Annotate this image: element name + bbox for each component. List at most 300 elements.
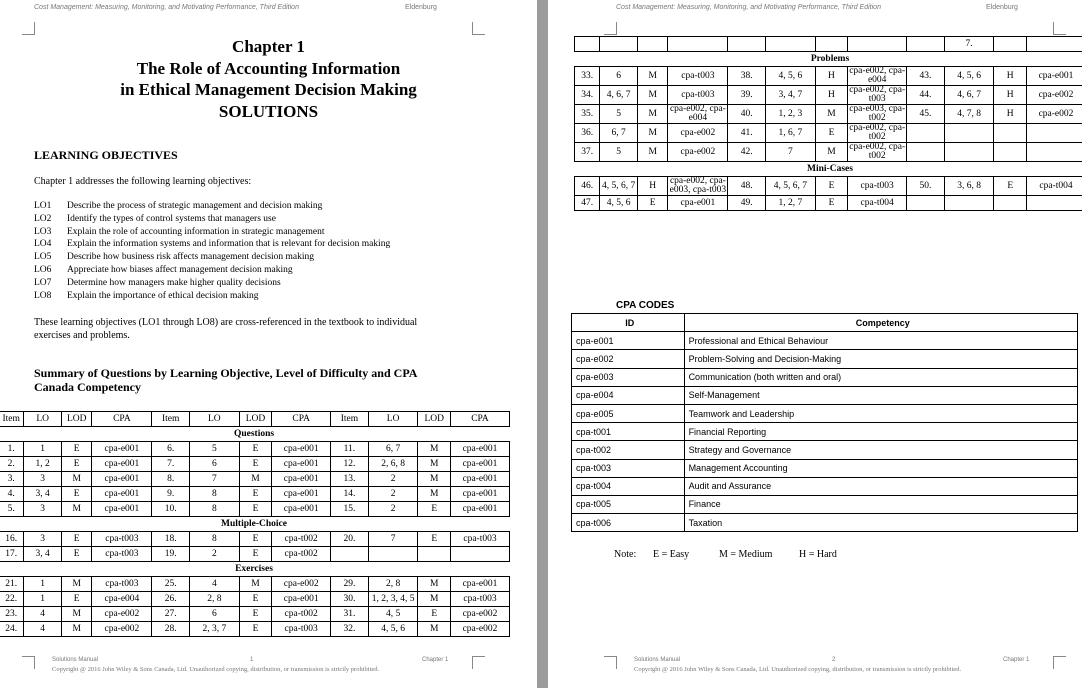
table-cell: E xyxy=(61,547,91,562)
learning-objective-text: Appreciate how biases affect management decision making xyxy=(67,264,293,275)
table-cell: 4, 6, 7 xyxy=(600,86,638,105)
column-header: ID xyxy=(572,314,685,332)
table-row xyxy=(572,514,1078,532)
table-cell xyxy=(668,37,728,52)
footer-solutions-manual: Solutions Manual xyxy=(634,657,681,663)
table-cell: cpa-e001 xyxy=(572,332,685,350)
table-cell: cpa-e001 xyxy=(272,502,331,517)
table-cell: 3, 4, 7 xyxy=(765,86,815,105)
table-cell: 6 xyxy=(600,67,638,86)
section-row xyxy=(0,427,510,442)
table-cell: cpa-t002 xyxy=(272,547,331,562)
section-row xyxy=(0,562,510,577)
table-cell: 2 xyxy=(368,487,418,502)
table-cell: 16. xyxy=(0,532,24,547)
table-cell: M xyxy=(61,607,91,622)
table-cell xyxy=(907,124,945,143)
table-cell: E xyxy=(994,177,1027,196)
crop-mark xyxy=(604,656,617,669)
learning-objective-text: Explain the importance of ethical decision making xyxy=(67,290,259,301)
table-cell: 1, 2, 7 xyxy=(765,196,815,211)
table-cell: Teamwork and Leadership xyxy=(684,404,1077,422)
table-cell: 1, 2 xyxy=(24,457,62,472)
document-page-1 xyxy=(0,0,537,688)
table-cell: cpa-t003 xyxy=(92,532,152,547)
table-cell: Audit and Assurance xyxy=(684,477,1077,495)
table-cell: E xyxy=(61,457,91,472)
table-cell xyxy=(944,143,994,162)
table-cell: 40. xyxy=(728,105,766,124)
table-row xyxy=(0,577,510,592)
learning-objective-item xyxy=(34,238,390,251)
table-row xyxy=(0,592,510,607)
table-cell: 4, 5, 6 xyxy=(600,196,638,211)
table-cell: cpa-e002, cpa-t003 xyxy=(849,85,906,104)
table-cell: 2, 3, 7 xyxy=(189,622,239,637)
table-row xyxy=(0,607,510,622)
table-cell xyxy=(1026,124,1082,143)
table-cell: 6, 7 xyxy=(600,124,638,143)
note-label: Note: xyxy=(614,549,637,560)
table-cell: 4, 5, 6, 7 xyxy=(600,177,638,196)
table-cell: M xyxy=(239,577,272,592)
table-cell xyxy=(1026,196,1082,211)
table-cell: 1 xyxy=(24,592,62,607)
learning-objectives-intro: Chapter 1 addresses the following learning objectives: xyxy=(34,176,252,187)
table-cell: 5 xyxy=(600,143,638,162)
table-cell: 35. xyxy=(575,105,600,124)
table-cell: 24. xyxy=(0,622,24,637)
table-cell: E xyxy=(239,502,272,517)
table-cell: cpa-e001 xyxy=(450,442,509,457)
summary-heading-line1: Summary of Questions by Learning Objective, Level of Difficulty and CPA xyxy=(34,366,418,380)
table-cell: cpa-e001 xyxy=(1026,67,1082,86)
crop-mark xyxy=(472,656,485,669)
note-hard: H = Hard xyxy=(799,549,837,560)
table-cell: cpa-e003 xyxy=(572,368,685,386)
table-cell: 4, 5, 6 xyxy=(368,622,418,637)
table-cell: Problem-Solving and Decision-Making xyxy=(684,350,1077,368)
table-cell: 7 xyxy=(368,532,418,547)
crop-mark xyxy=(22,22,35,35)
table-cell: E xyxy=(239,487,272,502)
table-cell: cpa-t005 xyxy=(572,495,685,513)
note-medium: M = Medium xyxy=(719,549,773,560)
table-cell: 27. xyxy=(152,607,190,622)
table-cell: 4, 5, 6 xyxy=(765,67,815,86)
learning-objectives-list xyxy=(34,200,390,302)
learning-objectives-heading: LEARNING OBJECTIVES xyxy=(34,148,178,162)
table-cell: cpa-e002, cpa-e004 xyxy=(849,66,906,85)
learning-objective-item xyxy=(34,226,390,239)
table-row xyxy=(572,386,1078,404)
table-cell: 4. xyxy=(0,487,24,502)
crossref-text-line1: These learning objectives (LO1 through LO8) are cross-referenced in the textbook to individual xyxy=(34,317,418,328)
table-cell xyxy=(944,196,994,211)
table-cell: E xyxy=(61,442,91,457)
table-cell: E xyxy=(239,622,272,637)
table-cell: 7. xyxy=(944,37,994,52)
table-cell: Self-Management xyxy=(684,386,1077,404)
table-cell: 14. xyxy=(331,487,369,502)
table-cell: cpa-e002 xyxy=(668,143,728,162)
table-cell: cpa-e002 xyxy=(1026,105,1082,124)
table-header-row xyxy=(572,314,1078,332)
table-row xyxy=(572,404,1078,422)
footer-chapter: Chapter 1 xyxy=(1003,657,1030,663)
table-cell: cpa-e001 xyxy=(92,502,152,517)
table-cell xyxy=(1026,37,1082,52)
table-cell: cpa-t004 xyxy=(1026,177,1082,196)
table-row xyxy=(575,196,1082,211)
table-cell: cpa-e001 xyxy=(272,442,331,457)
learning-objective-code: LO2 xyxy=(34,213,52,224)
table-cell: M xyxy=(637,86,667,105)
table-cell: cpa-t003 xyxy=(92,547,152,562)
table-cell: E xyxy=(61,487,91,502)
table-cell: M xyxy=(61,622,91,637)
table-cell: 4, 5 xyxy=(368,607,418,622)
column-header: Item xyxy=(331,412,369,427)
table-cell: 8. xyxy=(152,472,190,487)
section-row xyxy=(575,162,1082,177)
table-cell: E xyxy=(61,532,91,547)
table-cell: 21. xyxy=(0,577,24,592)
table-cell: cpa-t002 xyxy=(572,441,685,459)
table-cell: cpa-e001 xyxy=(92,472,152,487)
table-cell: 43. xyxy=(907,67,945,86)
table-cell: 46. xyxy=(575,177,600,196)
table-cell xyxy=(575,37,600,52)
table-cell: 42. xyxy=(728,143,766,162)
footer-solutions-manual: Solutions Manual xyxy=(52,657,99,663)
table-cell: E xyxy=(815,196,848,211)
table-cell: M xyxy=(637,124,667,143)
section-row xyxy=(0,517,510,532)
table-cell: cpa-e002 xyxy=(92,607,152,622)
learning-objective-code: LO7 xyxy=(34,277,52,288)
table-row xyxy=(575,86,1082,105)
crop-mark xyxy=(22,656,35,669)
table-cell: 3 xyxy=(24,502,62,517)
table-row xyxy=(572,477,1078,495)
table-cell: 2 xyxy=(368,502,418,517)
table-cell: cpa-e002 xyxy=(272,577,331,592)
table-cell xyxy=(907,37,945,52)
section-row xyxy=(575,52,1082,67)
table-cell: cpa-e001 xyxy=(450,457,509,472)
page-gap xyxy=(537,0,548,688)
chapter-title-solutions: SOLUTIONS xyxy=(218,102,319,121)
table-cell: M xyxy=(637,143,667,162)
table-cell: 9. xyxy=(152,487,190,502)
table-cell: cpa-e002 xyxy=(450,622,509,637)
table-cell: 5 xyxy=(600,105,638,124)
table-cell: cpa-e004 xyxy=(572,386,685,404)
table-cell: cpa-e001 xyxy=(450,577,509,592)
table-row xyxy=(572,459,1078,477)
table-cell xyxy=(944,124,994,143)
table-cell: E xyxy=(61,592,91,607)
table-cell: 26. xyxy=(152,592,190,607)
table-cell: 25. xyxy=(152,577,190,592)
table-cell: 13. xyxy=(331,472,369,487)
table-row xyxy=(572,495,1078,513)
table-cell: 41. xyxy=(728,124,766,143)
table-cell xyxy=(1026,143,1082,162)
running-header-title: Cost Management: Measuring, Monitoring, and Motivating Performance, Third Edition xyxy=(616,4,881,11)
table-cell: 6 xyxy=(189,457,239,472)
footer-copyright: Copyright @ 2016 John Wiley & Sons Canada, Ltd. Unauthorized copying, distribution, or transmission is strictly prohibited. xyxy=(634,666,962,673)
table-cell: M xyxy=(61,472,91,487)
table-cell: 2, 8 xyxy=(189,592,239,607)
crop-mark xyxy=(472,22,485,35)
table-cell: cpa-e002, cpa-t002 xyxy=(849,142,906,161)
table-cell xyxy=(994,143,1027,162)
table-cell: cpa-t002 xyxy=(272,532,331,547)
table-cell: 1, 2, 3, 4, 5 xyxy=(368,592,418,607)
document-page-2 xyxy=(548,0,1082,688)
table-cell: 1. xyxy=(0,442,24,457)
table-cell: H xyxy=(994,105,1027,124)
table-cell: 23. xyxy=(0,607,24,622)
table-cell: 3 xyxy=(24,532,62,547)
cpa-codes-title: CPA CODES xyxy=(616,300,675,311)
table-cell: 1 xyxy=(24,577,62,592)
table-cell: 18. xyxy=(152,532,190,547)
table-cell: 15. xyxy=(331,502,369,517)
footer-page-number: 1 xyxy=(250,657,254,663)
column-header: LOD xyxy=(61,412,91,427)
table-cell xyxy=(765,37,815,52)
table-cell: cpa-t003 xyxy=(572,459,685,477)
table-cell: M xyxy=(61,502,91,517)
table-cell: 49. xyxy=(728,196,766,211)
footer-copyright: Copyright @ 2016 John Wiley & Sons Canada, Ltd. Unauthorized copying, distribution, or transmission is strictly prohibited. xyxy=(52,666,380,673)
table-row xyxy=(572,332,1078,350)
table-cell: 1, 2, 3 xyxy=(765,105,815,124)
table-cell: 22. xyxy=(0,592,24,607)
table-cell: E xyxy=(239,532,272,547)
column-header: LO xyxy=(24,412,62,427)
table-cell: 29. xyxy=(331,577,369,592)
table-cell: M xyxy=(815,105,848,124)
table-cell xyxy=(450,547,509,562)
table-cell: 1, 6, 7 xyxy=(765,124,815,143)
chapter-title-line2: in Ethical Management Decision Making xyxy=(120,80,417,99)
table-row xyxy=(0,487,510,502)
table-cell: M xyxy=(815,143,848,162)
table-cell: E xyxy=(815,124,848,143)
table-cell: 1 xyxy=(24,442,62,457)
learning-objective-text: Identify the types of control systems that managers use xyxy=(67,213,276,224)
table-cell: 28. xyxy=(152,622,190,637)
table-cell: 38. xyxy=(728,67,766,86)
column-header: Item xyxy=(0,412,24,427)
column-header: CPA xyxy=(92,412,152,427)
table-cell: 3, 4 xyxy=(24,487,62,502)
table-cell: 2, 8 xyxy=(368,577,418,592)
table-cell: 11. xyxy=(331,442,369,457)
table-cell: cpa-t003 xyxy=(668,86,728,105)
table-cell: cpa-e002 xyxy=(1026,86,1082,105)
learning-objective-item xyxy=(34,264,390,277)
crop-mark xyxy=(1053,22,1066,35)
section-heading: Problems xyxy=(575,52,1082,67)
table-cell: M xyxy=(418,592,451,607)
summary-table-page2 xyxy=(574,36,1082,211)
table-cell xyxy=(637,37,667,52)
table-row xyxy=(575,177,1082,196)
table-cell: cpa-e005 xyxy=(572,404,685,422)
table-cell: 33. xyxy=(575,67,600,86)
table-cell: cpa-t004 xyxy=(848,196,907,211)
section-heading: Exercises xyxy=(0,562,510,577)
table-cell: cpa-t003 xyxy=(450,532,509,547)
table-cell: Communication (both written and oral) xyxy=(684,368,1077,386)
table-cell xyxy=(418,547,451,562)
table-cell: 7 xyxy=(189,472,239,487)
table-cell: cpa-e004 xyxy=(92,592,152,607)
column-header: LOD xyxy=(418,412,451,427)
table-cell: E xyxy=(418,502,451,517)
table-cell: Management Accounting xyxy=(684,459,1077,477)
summary-table-page1 xyxy=(0,411,510,637)
table-cell: Professional and Ethical Behaviour xyxy=(684,332,1077,350)
running-header-author: Eldenburg xyxy=(986,4,1018,11)
table-cell: M xyxy=(418,472,451,487)
table-cell: cpa-t003 xyxy=(272,622,331,637)
table-row xyxy=(0,547,510,562)
table-cell: 19. xyxy=(152,547,190,562)
table-cell: 4, 6, 7 xyxy=(944,86,994,105)
running-header-author: Eldenburg xyxy=(405,4,437,11)
learning-objective-item xyxy=(34,213,390,226)
learning-objective-text: Explain the role of accounting information in strategic management xyxy=(67,226,325,237)
table-row xyxy=(0,502,510,517)
table-cell: cpa-e003, cpa-t002 xyxy=(849,104,906,123)
table-cell: M xyxy=(637,67,667,86)
table-cell: H xyxy=(815,67,848,86)
table-cell: cpa-e002, cpa-e004 xyxy=(668,105,728,124)
section-heading: Multiple-Choice xyxy=(0,517,510,532)
table-cell: 10. xyxy=(152,502,190,517)
table-cell: 4, 5, 6, 7 xyxy=(765,177,815,196)
table-cell: 47. xyxy=(575,196,600,211)
table-cell: 45. xyxy=(907,105,945,124)
column-header: LOD xyxy=(239,412,272,427)
table-cell: 3, 6, 8 xyxy=(944,177,994,196)
table-row xyxy=(572,441,1078,459)
table-cell: 50. xyxy=(907,177,945,196)
column-header: Item xyxy=(152,412,190,427)
table-cell: 6, 7 xyxy=(368,442,418,457)
table-cell: cpa-t003 xyxy=(92,577,152,592)
table-cell xyxy=(815,37,848,52)
column-header: LO xyxy=(368,412,418,427)
table-cell: 20. xyxy=(331,532,369,547)
table-row xyxy=(575,37,1082,52)
table-cell: 6. xyxy=(152,442,190,457)
learning-objective-code: LO3 xyxy=(34,226,52,237)
table-cell xyxy=(994,196,1027,211)
table-cell: Finance xyxy=(684,495,1077,513)
chapter-number: Chapter 1 xyxy=(232,37,305,56)
table-cell: cpa-e002, cpa-t002 xyxy=(849,123,906,142)
section-heading: Questions xyxy=(0,427,510,442)
table-cell: M xyxy=(61,577,91,592)
table-cell xyxy=(848,37,907,52)
table-cell: 44. xyxy=(907,86,945,105)
table-cell: 6 xyxy=(189,607,239,622)
running-header-title: Cost Management: Measuring, Monitoring, and Motivating Performance, Third Edition xyxy=(34,4,299,11)
learning-objective-code: LO5 xyxy=(34,252,52,263)
table-cell: 39. xyxy=(728,86,766,105)
table-cell: cpa-e002 xyxy=(92,622,152,637)
note-easy: E = Easy xyxy=(653,549,690,560)
learning-objective-code: LO6 xyxy=(34,264,52,275)
chapter-title-line1: The Role of Accounting Information xyxy=(136,59,401,78)
learning-objective-item xyxy=(34,277,390,290)
table-cell: E xyxy=(239,607,272,622)
table-cell: 4, 5, 6 xyxy=(944,67,994,86)
table-row xyxy=(0,457,510,472)
table-cell: cpa-e001 xyxy=(92,487,152,502)
table-cell: H xyxy=(994,86,1027,105)
learning-objective-item xyxy=(34,251,390,264)
table-cell: M xyxy=(418,487,451,502)
table-cell: cpa-e001 xyxy=(450,487,509,502)
table-cell: E xyxy=(637,196,667,211)
table-cell: E xyxy=(418,607,451,622)
table-cell: cpa-e001 xyxy=(92,442,152,457)
table-row xyxy=(0,532,510,547)
table-cell xyxy=(907,143,945,162)
table-cell: H xyxy=(637,177,667,196)
table-cell: cpa-t003 xyxy=(848,177,907,196)
learning-objective-code: LO1 xyxy=(34,201,52,211)
table-cell: Taxation xyxy=(684,514,1077,532)
table-cell: E xyxy=(239,547,272,562)
table-cell: 2 xyxy=(189,547,239,562)
cpa-codes-table xyxy=(571,313,1078,532)
table-cell: 3 xyxy=(24,472,62,487)
table-cell: M xyxy=(418,577,451,592)
table-cell xyxy=(994,124,1027,143)
table-row xyxy=(0,442,510,457)
table-cell: 2 xyxy=(368,472,418,487)
column-header: Competency xyxy=(684,314,1077,332)
table-row xyxy=(572,350,1078,368)
table-cell: cpa-t003 xyxy=(668,67,728,86)
column-header: CPA xyxy=(450,412,509,427)
table-cell: 34. xyxy=(575,86,600,105)
table-cell: cpa-e001 xyxy=(272,472,331,487)
table-cell: E xyxy=(239,592,272,607)
table-row xyxy=(572,368,1078,386)
table-cell: E xyxy=(239,442,272,457)
table-cell: cpa-e001 xyxy=(272,487,331,502)
table-cell xyxy=(994,37,1027,52)
column-header: LO xyxy=(189,412,239,427)
table-cell xyxy=(728,37,766,52)
footer-page-number: 2 xyxy=(832,657,836,663)
footer-chapter: Chapter 1 xyxy=(422,657,449,663)
table-cell: 17. xyxy=(0,547,24,562)
table-cell: 31. xyxy=(331,607,369,622)
table-cell: 7 xyxy=(765,143,815,162)
table-cell: 48. xyxy=(728,177,766,196)
